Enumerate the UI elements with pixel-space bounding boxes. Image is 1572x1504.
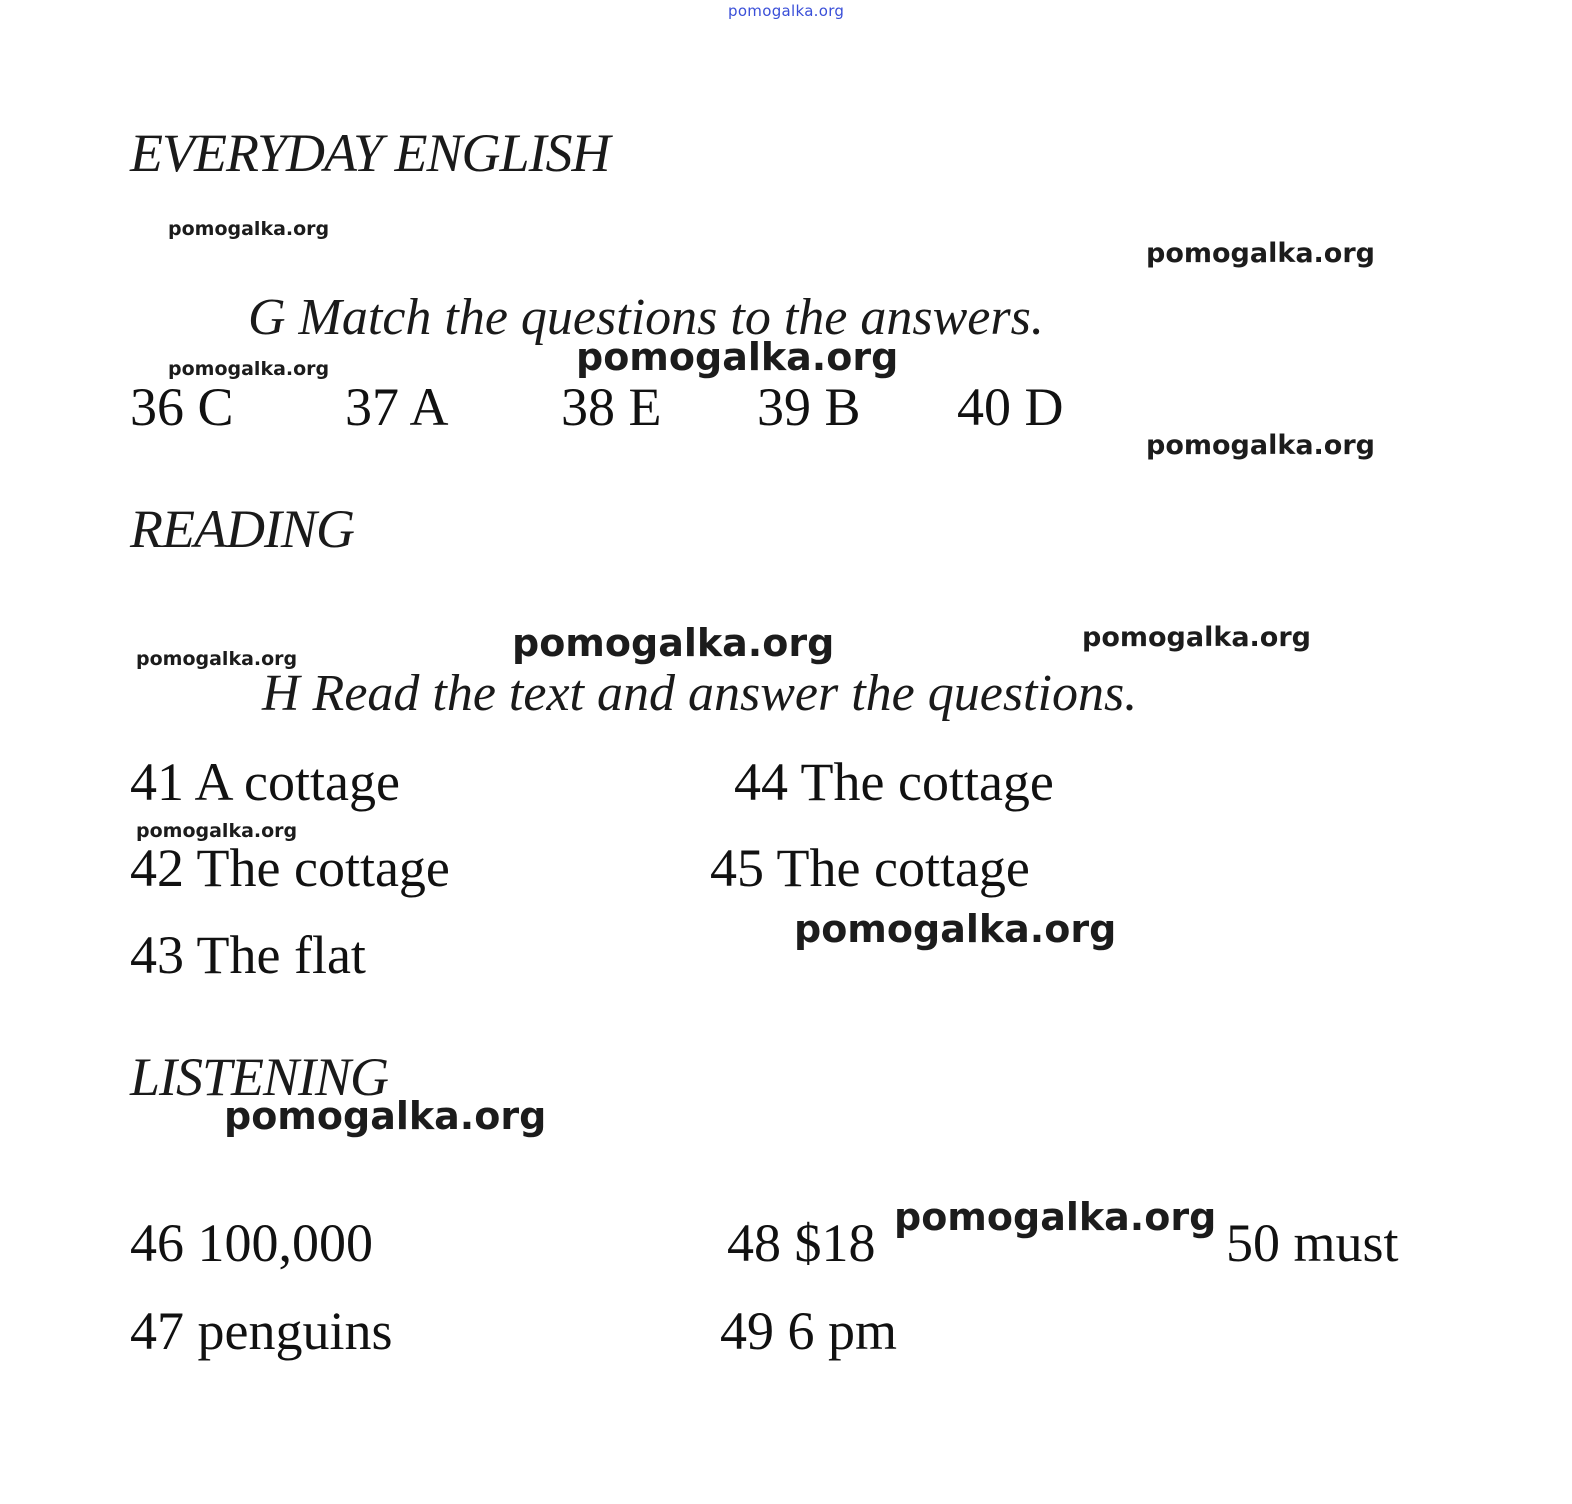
watermark: pomogalka.org [1146,430,1375,461]
answer-46: 46 100,000 [130,1213,373,1273]
answer-40: 40 D [957,377,1064,437]
watermark: pomogalka.org [136,820,298,842]
answer-48: 48 $18 [727,1213,876,1273]
answer-36: 36 C [130,377,234,437]
watermark: pomogalka.org [576,335,899,379]
answer-41: 41 A cottage [130,752,400,812]
watermark: pomogalka.org [794,907,1117,951]
section-title-reading: READING [130,499,354,559]
watermark: pomogalka.org [168,218,330,240]
watermark-top: pomogalka.org [728,2,845,20]
section-title-everyday-english: EVERYDAY ENGLISH [130,123,610,183]
answer-47: 47 penguins [130,1301,393,1361]
answer-49: 49 6 pm [720,1301,898,1361]
watermark: pomogalka.org [1082,622,1311,653]
answer-50: 50 must [1226,1213,1399,1273]
answer-38: 38 E [561,377,662,437]
watermark: pomogalka.org [224,1094,547,1138]
watermark: pomogalka.org [512,621,835,665]
watermark: pomogalka.org [168,358,330,380]
answer-44: 44 The cottage [734,752,1054,812]
instruction-h: H Read the text and answer the questions. [262,665,1138,722]
answer-42: 42 The cottage [130,838,450,898]
watermark: pomogalka.org [894,1195,1217,1239]
watermark: pomogalka.org [136,648,298,670]
answer-45: 45 The cottage [710,838,1030,898]
answer-37: 37 A [345,377,449,437]
instruction-g: G Match the questions to the answers. [248,289,1044,346]
watermark: pomogalka.org [1146,238,1375,269]
answer-43: 43 The flat [130,925,366,985]
section-title-listening: LISTENING [130,1047,389,1107]
answer-39: 39 B [757,377,861,437]
